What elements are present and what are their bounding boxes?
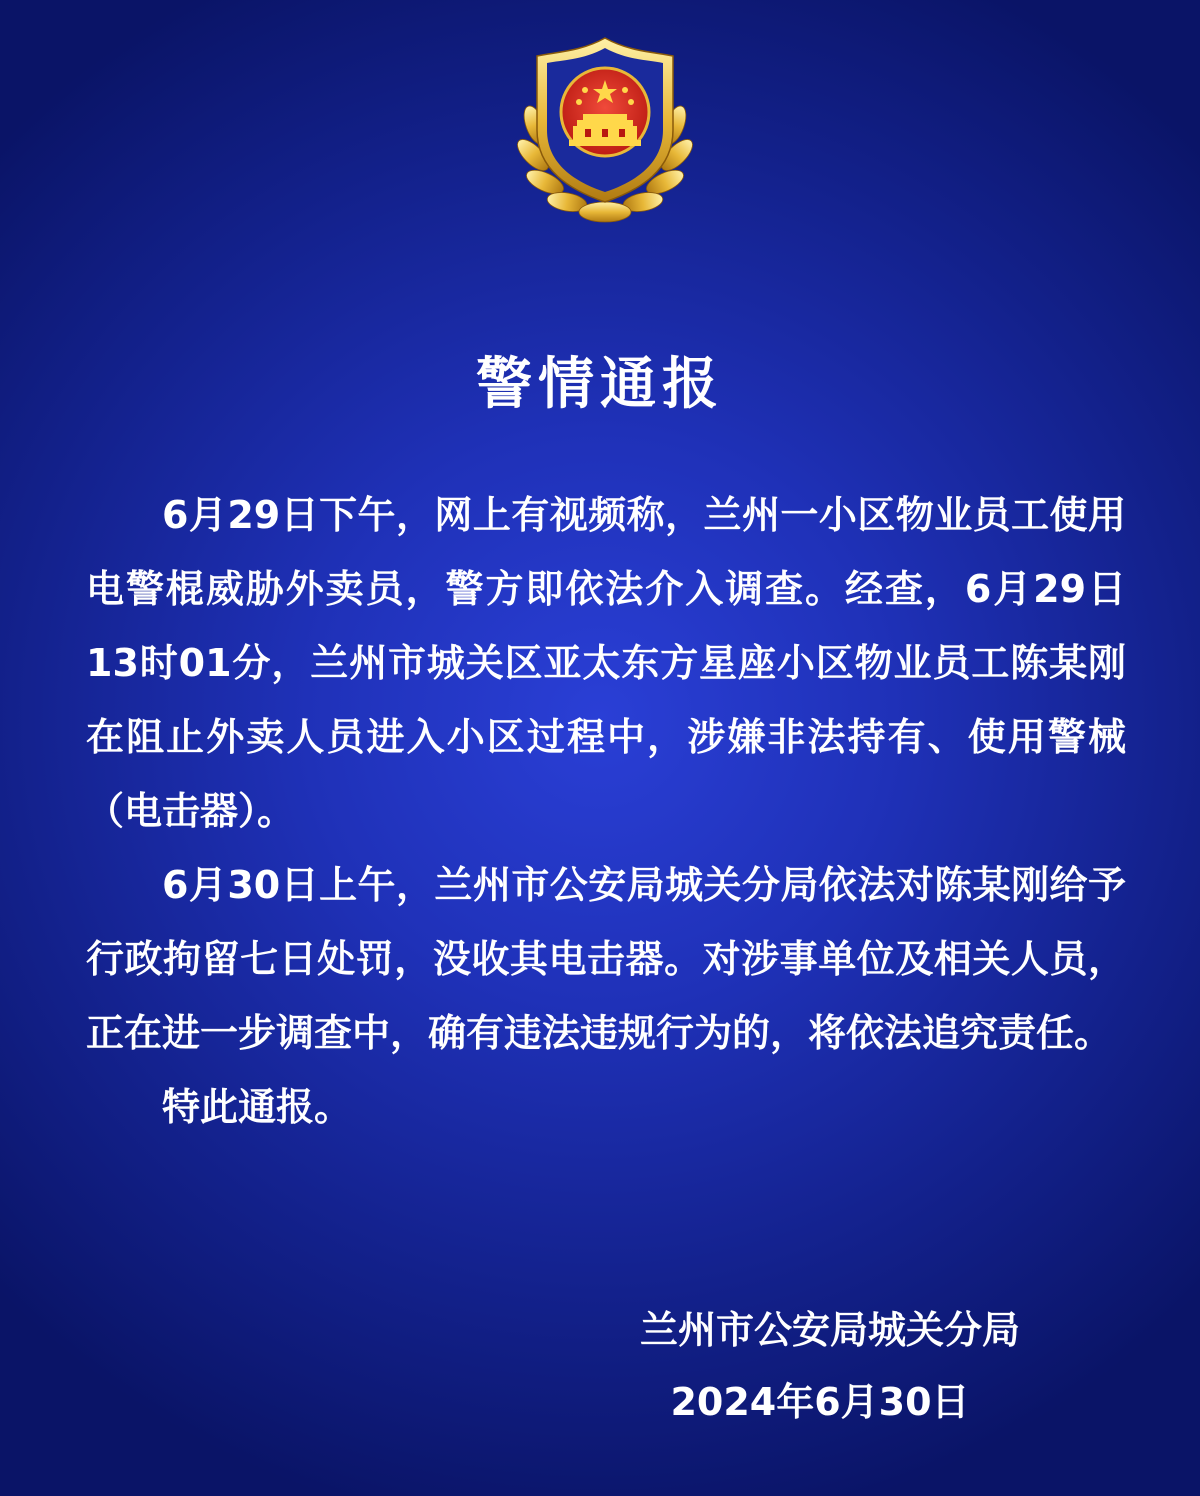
notice-paragraph: 6月30日上午，兰州市公安局城关分局依法对陈某刚给予行政拘留七日处罚，没收其电击器。对涉事单位及相关人员，正在进一步调查中，确有违法违规行为的，将依法追究责任。 [86, 863, 1126, 1055]
issuer-name: 兰州市公安局城关分局 [639, 1308, 1020, 1352]
notice-paragraph: 特此通报。 [162, 1085, 353, 1129]
notice-title: 警情通报 [476, 352, 724, 417]
signature-block [560, 1300, 1080, 1432]
notice-body [86, 478, 1126, 1144]
notice-paragraph: 6月29日下午，网上有视频称，兰州一小区物业员工使用电警棍威胁外卖员，警方即依法介入调查。经查，6月29日13时01分，兰州市城关区亚太东方星座小区物业员工陈某刚在阻止外卖人员进入小区过程中，涉嫌非法持有、使用警械（电击器）。 [86, 493, 1126, 833]
police-emblem-icon [505, 30, 705, 230]
issue-date: 2024年6月30日 [670, 1380, 970, 1424]
